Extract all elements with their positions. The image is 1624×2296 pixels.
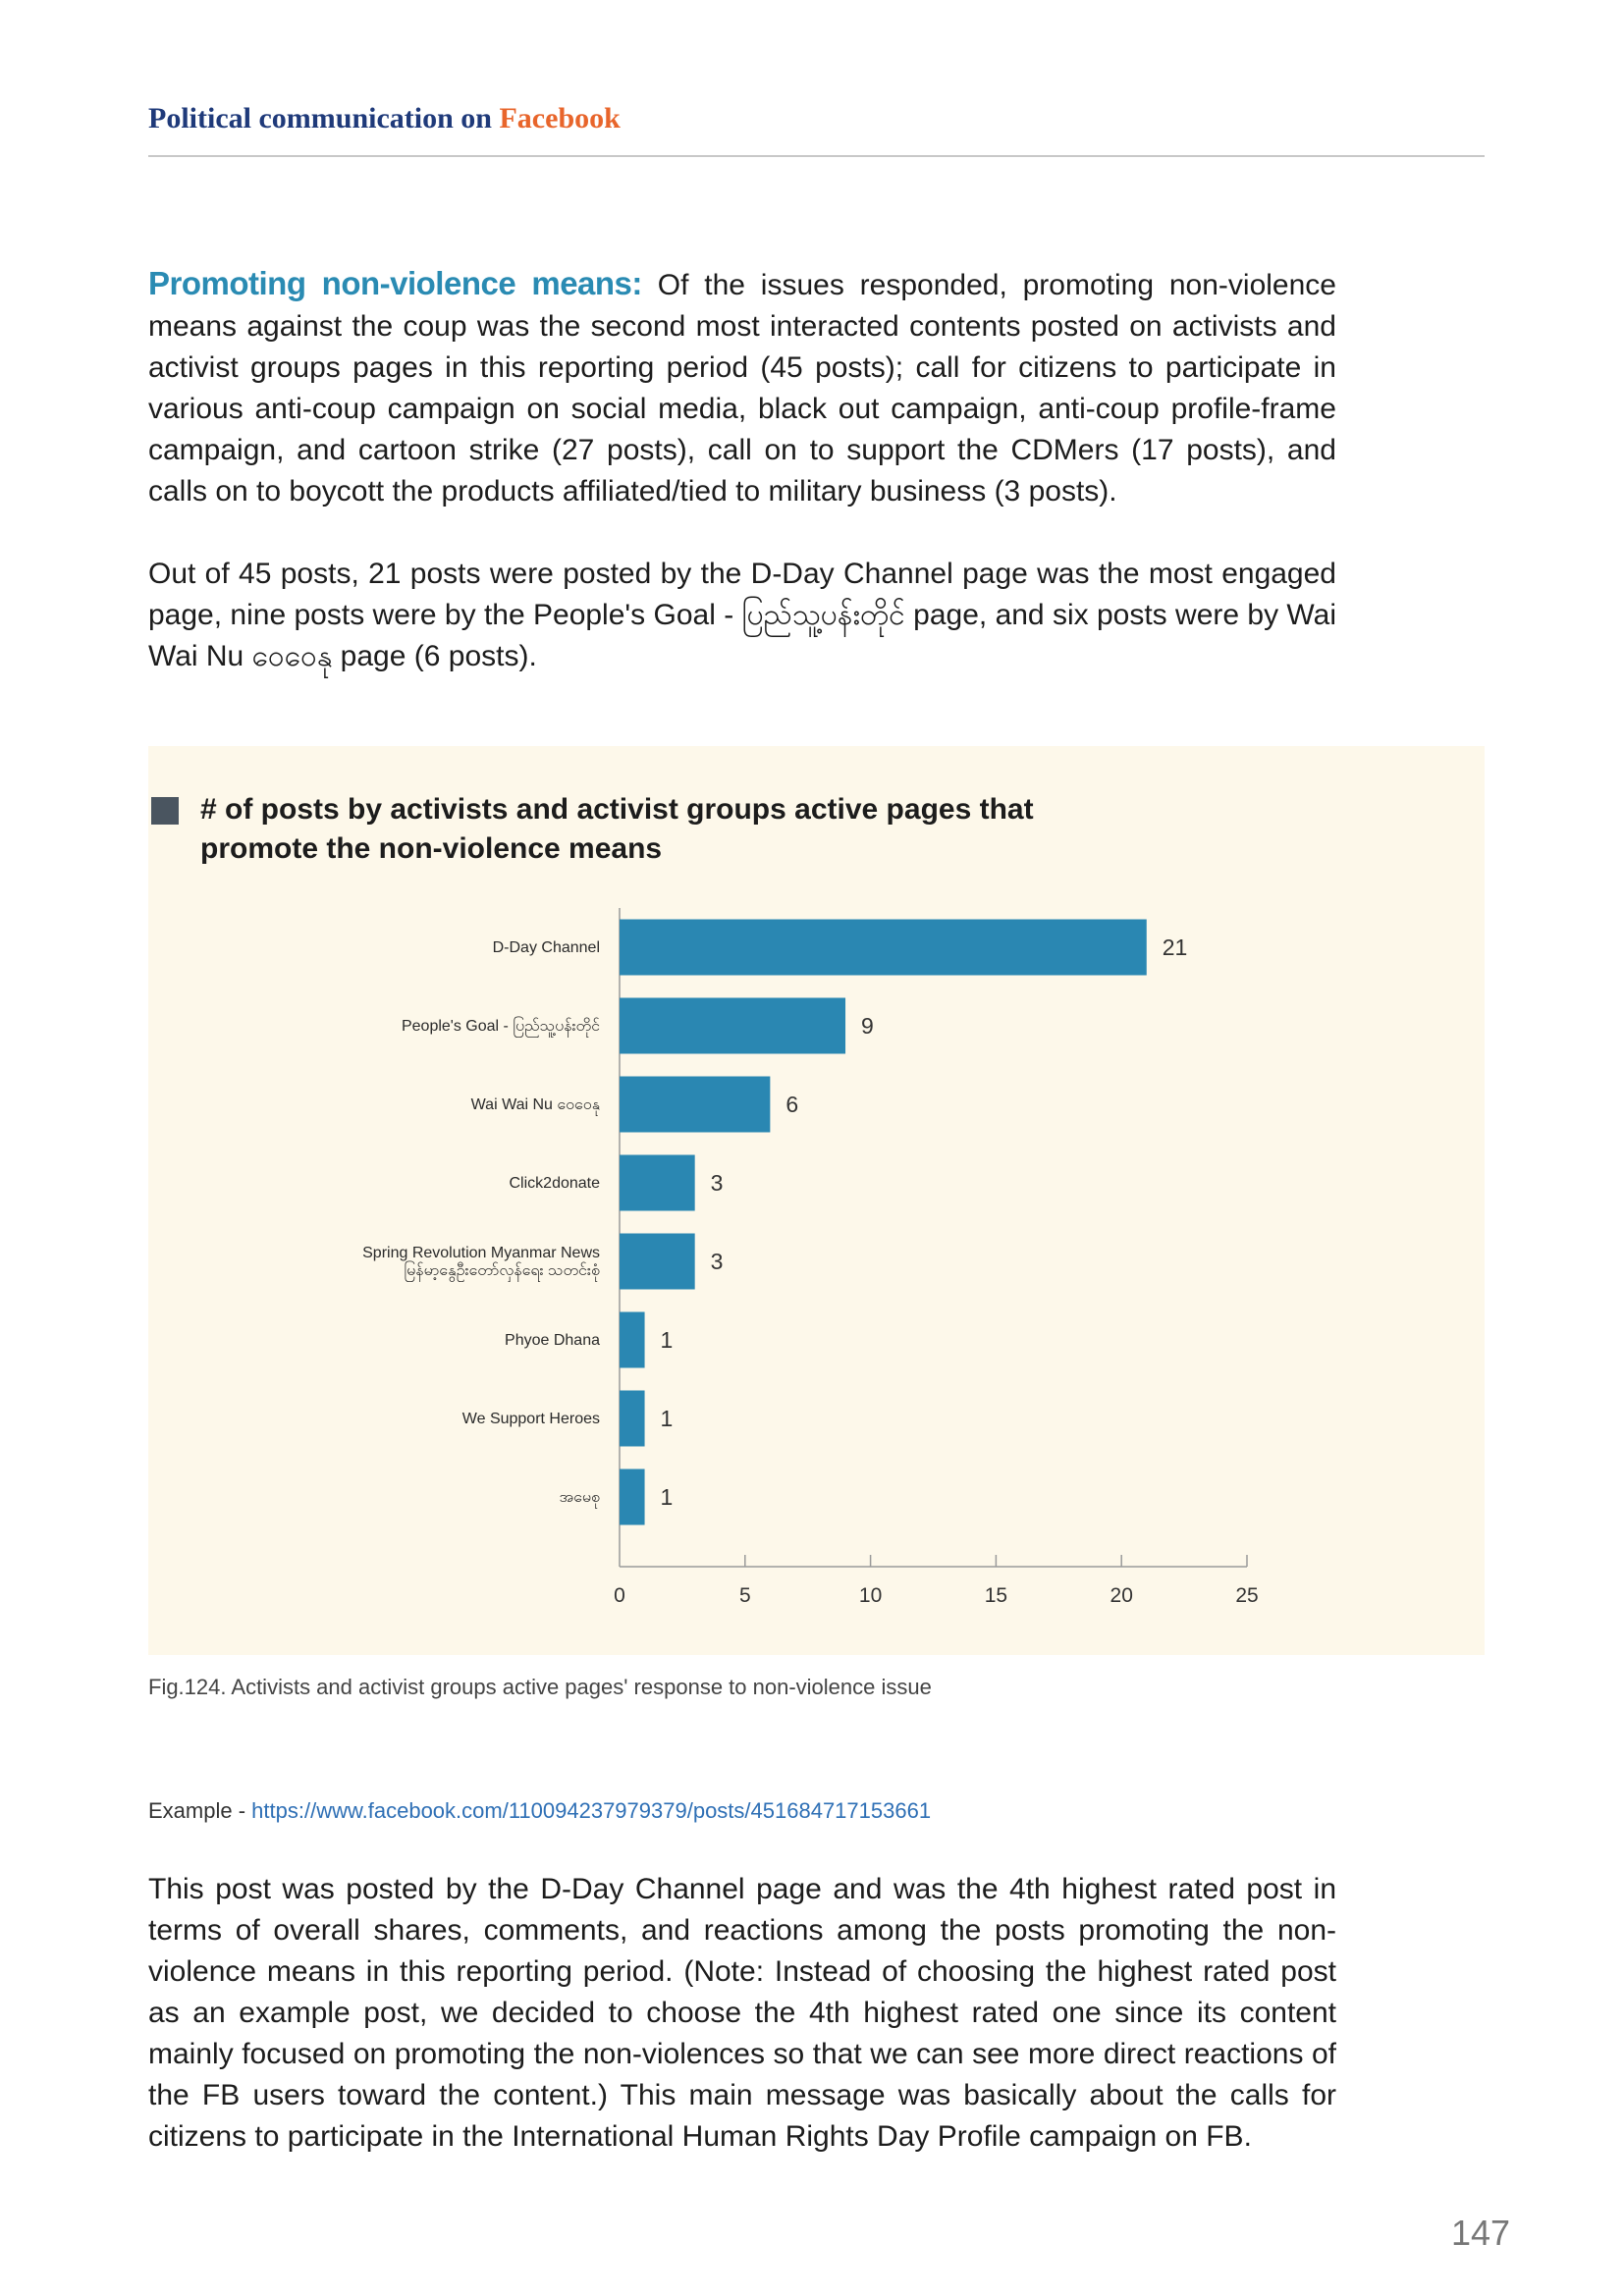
category-label: We Support Heroes [461,1411,600,1427]
bar [620,920,1147,976]
x-tick-label: 10 [858,1584,883,1607]
bar-chart [148,746,1485,1655]
closing-paragraph: This post was posted by the D-Day Channel page and was the 4th highest rated post in terms of overall shares, comments, and reactions among the posts promoting the non-violence means in this reporting period. (Note: Instead of choosing the highest rated post as an example post, we decided to choose the 4th highest rated one since its content mainly focused on promoting the non-violences so that we can see more direct reactions of the FB users toward the content.) This main message was basically about the calls for citizens to participate in the International Human Rights Day Profile campaign on FB. [148,1873,1336,2153]
bar [620,1234,695,1290]
figure-caption: Fig.124. Activists and activist groups active pages' response to non-violence issue [148,1675,932,1699]
running-header [148,102,1485,135]
bar-value-label: 1 [660,1484,674,1510]
category-label: Click2donate [509,1175,600,1192]
bar [620,1391,645,1447]
category-label: မြန်မာ့နွေဦးတော်လှန်ရေး သတင်းစုံ [404,1262,600,1279]
x-tick-label: 20 [1110,1584,1133,1607]
intro-paragraph [148,263,1336,512]
header-divider [148,155,1485,157]
summary-paragraph: Out of 45 posts, 21 posts were posted by the D-Day Channel page was the most engaged page, nine posts were by the People's Goal - ပြည်သူ့ပန်းတိုင် page, and six posts were by Wai Wai Nu ဝေဝေနု page (6 posts). [148,558,1336,672]
chart-title: # of posts by activists and activist groups active pages that promote the non-violence means [200,793,1034,865]
bar-value-label: 6 [785,1092,799,1117]
x-tick-label: 25 [1235,1584,1259,1607]
bar [620,1077,770,1133]
category-label: Phyoe Dhana [505,1332,600,1349]
bar [620,1312,645,1368]
x-tick-label: 5 [738,1584,751,1607]
bar [620,998,845,1054]
bar-value-label: 21 [1162,934,1188,960]
category-label: Spring Revolution Myanmar News [362,1245,600,1261]
example-line [148,1798,931,1824]
running-header-title: Political communication on [148,102,492,134]
bar-value-label: 1 [660,1327,674,1353]
section-lead-heading: Promoting non-violence means: [148,265,642,301]
running-header-accent: Facebook [499,102,621,134]
bar [620,1469,645,1525]
category-label: D-Day Channel [492,939,600,956]
x-tick-label: 0 [614,1584,625,1607]
bar [620,1155,695,1211]
example-label: Example - [148,1798,252,1823]
example-link[interactable]: https://www.facebook.com/110094237979379/posts/451684717153661 [251,1798,932,1823]
bar-value-label: 1 [660,1406,674,1431]
bar-value-label: 3 [710,1170,724,1196]
chart-panel [148,746,1485,1655]
bar-value-label: 3 [710,1249,724,1274]
category-label: အမေစု [559,1489,600,1506]
intro-body: Of the issues responded, promoting non-violence means against the coup was the second most interacted contents posted on activists and activist groups pages in this reporting period (45 posts); call for citizens to participate in various anti-coup campaign on social media, black out campaign, anti-coup profile-frame campaign, and cartoon strike (27 posts), call on to support the CDMers (17 posts), and calls on to boycott the products affiliated/tied to military business (3 posts). [148,269,1336,507]
bar-value-label: 9 [861,1013,874,1039]
category-label: People's Goal - ပြည်သူ့ပန်းတိုင် [401,1018,600,1035]
category-label: Wai Wai Nu ဝေဝေနု [470,1096,600,1113]
page-number: 147 [1451,2213,1511,2253]
x-tick-label: 15 [984,1584,1008,1607]
